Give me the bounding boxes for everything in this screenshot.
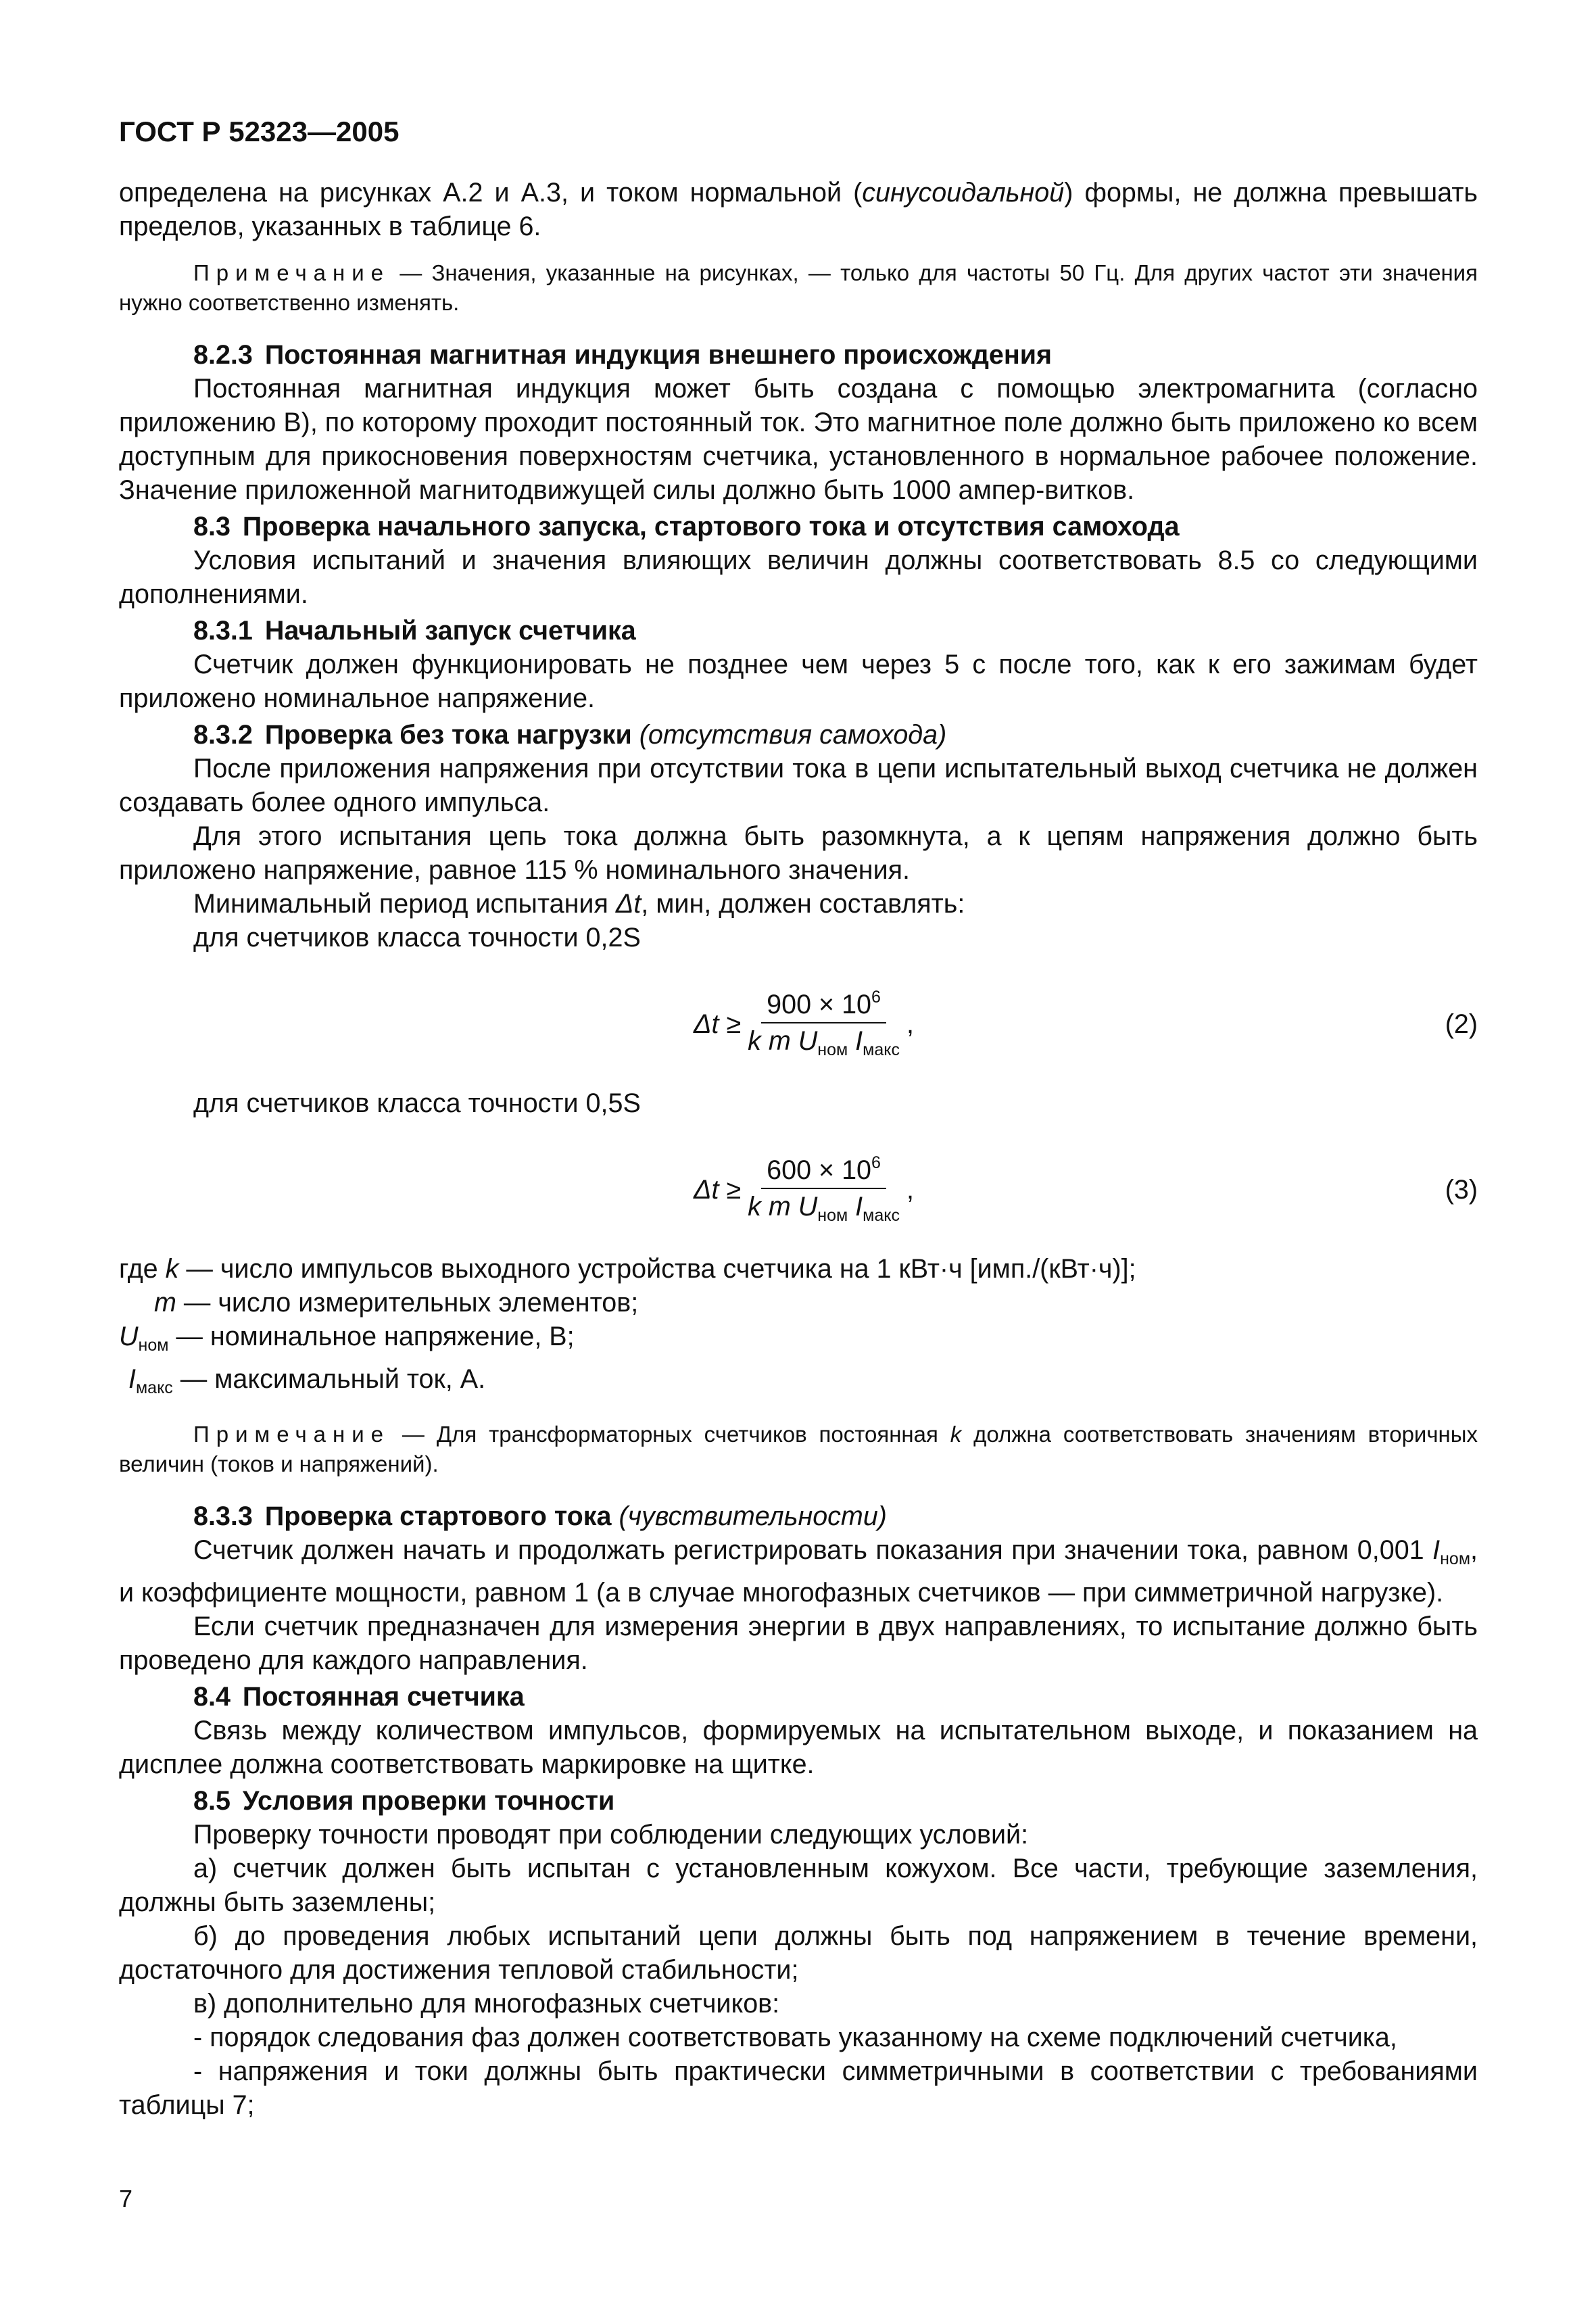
paragraph-8-3-2-b: Для этого испытания цепь тока должна быть разомкнута, а к цепям напряжения должно быть приложено напряжение, равное 115 % номинального значения. [119, 821, 1478, 885]
variable-delta-t: Δt [615, 889, 642, 919]
variable: k [165, 1254, 179, 1284]
variable: k [950, 1422, 962, 1447]
formula-2-body [694, 982, 914, 1066]
subscript: ном [138, 1336, 169, 1355]
section-heading-8-5 [119, 1784, 1478, 1818]
section-title-italic: (чувствительности) [619, 1501, 887, 1531]
numerator-text: 900 × 10 [767, 989, 872, 1019]
legend-item-k [119, 1252, 1478, 1286]
text-span: где [119, 1254, 166, 1284]
section-heading-8-3-2 [119, 718, 1478, 752]
fraction-denominator [748, 1189, 900, 1232]
note-text: — Для трансформаторных счетчиков постоянная [390, 1422, 950, 1447]
section-title: Условия проверки точности [242, 1786, 615, 1816]
paragraph-8-4: Связь между количеством импульсов, формируемых на испытательном выходе, и показанием на дисплее должна соответствовать маркировке на щитке. [119, 1716, 1478, 1779]
list-item-a: а) счетчик должен быть испытан с установленным кожухом. Все части, требующие заземления, должны быть заземлены; [119, 1854, 1478, 1917]
paragraph-8-2-3: Постоянная магнитная индукция может быть создана с помощью электромагнита (согласно приложению В), по которому проходит постоянный ток. Это магнитное поле должно быть приложено ко всем доступным для прикосновения поверхностям счетчика, установленного в нормальное рабочее положение. Значение приложенной магнитодвижущей силы должно быть 1000 ампер-витков. [119, 374, 1478, 505]
subscript: ном [1440, 1549, 1471, 1568]
note-2 [119, 1420, 1478, 1479]
text-span: , и коэффициенте мощности, равном 1 (а в случае многофазных счетчиков — при симметричной нагрузке). [119, 1535, 1478, 1608]
paragraph-8-3-2-c [119, 887, 1478, 921]
paragraph-8-3-1: Счетчик должен функционировать не позднее чем через 5 с после того, как к его зажимам будет приложено номинальное напряжение. [119, 650, 1478, 713]
text-span: — число импульсов выходного устройства счетчика на 1 кВт·ч [имп./(кВт·ч)]; [178, 1254, 1136, 1284]
subscript: макс [863, 1205, 900, 1225]
fraction-numerator [761, 982, 886, 1023]
section-number: 8.3.2 [193, 720, 253, 750]
exponent: 6 [871, 1153, 881, 1172]
variable: U [119, 1322, 139, 1351]
denominator-text: I [848, 1191, 863, 1222]
fraction [748, 982, 900, 1066]
paragraph-class-0-5s: для счетчиков класса точности 0,5S [193, 1088, 641, 1118]
section-heading-8-4 [119, 1680, 1478, 1714]
paragraph-8-5: Проверку точности проводят при соблюдении следующих условий: [193, 1820, 1029, 1850]
section-title: Проверка начального запуска, стартового тока и отсутствия самохода [242, 512, 1180, 541]
text-span: — максимальный ток, А. [172, 1364, 486, 1394]
denominator-text: k m U [748, 1191, 818, 1222]
formula-lhs: Δt ≥ [694, 1009, 742, 1039]
italic-span: синусоидальной [862, 178, 1065, 208]
legend-item-m [119, 1286, 1478, 1320]
subscript: ном [817, 1040, 848, 1059]
paragraph-8-3-3-a [119, 1533, 1478, 1610]
fraction-numerator [761, 1148, 886, 1189]
formula-lhs: Δt ≥ [694, 1174, 742, 1205]
paragraph-intro [119, 176, 1478, 243]
text-span: Минимальный период испытания [193, 889, 616, 919]
note-label: Примечание [193, 260, 391, 285]
section-title: Начальный запуск счетчика [264, 616, 636, 646]
note-label: Примечание [193, 1422, 391, 1447]
section-number: 8.2.3 [193, 340, 253, 370]
paragraph-8-3-2-a: После приложения напряжения при отсутствии тока в цепи испытательный выход счетчика не должен создавать более одного импульса. [119, 754, 1478, 817]
note-text: — Значения, указанные на рисунках, — только для частоты 50 Гц. Для других частот эти значения нужно соответственно изменять. [119, 260, 1478, 315]
page-number: 7 [119, 2185, 133, 2213]
list-subitem-1: - порядок следования фаз должен соответствовать указанному на схеме подключений счетчика, [193, 2023, 1397, 2052]
formula-legend [119, 1252, 1478, 1405]
fraction [748, 1148, 900, 1232]
section-title: Проверка без тока нагрузки [264, 720, 632, 750]
section-heading-8-3-1 [119, 614, 1478, 648]
subscript: ном [817, 1205, 848, 1225]
variable: I [1432, 1535, 1441, 1565]
paragraph-8-3: Условия испытаний и значения влияющих величин должны соответствовать 8.5 со следующими дополнениями. [119, 546, 1478, 609]
text-span: , мин, должен составлять: [641, 889, 965, 919]
formula-2 [119, 982, 1478, 1066]
fraction-denominator [748, 1023, 900, 1066]
subscript: макс [863, 1040, 900, 1059]
section-number: 8.5 [193, 1786, 231, 1816]
text-span: Счетчик должен начать и продолжать регистрировать показания при значении тока, равном 0,001 [193, 1535, 1433, 1565]
list-item-c: в) дополнительно для многофазных счетчиков: [193, 1989, 780, 2019]
denominator-text: k m U [748, 1026, 818, 1056]
equation-number: (2) [1445, 1009, 1478, 1039]
section-title: Проверка стартового тока [264, 1501, 612, 1531]
formula-3-body [694, 1147, 914, 1232]
legend-item-i [119, 1362, 1478, 1405]
text-span: ) формы, не должна превышать пределов, указанных в таблице 6. [119, 178, 1478, 241]
exponent: 6 [871, 987, 881, 1007]
subscript: макс [135, 1378, 173, 1397]
paragraph-class-0-2s: для счетчиков класса точности 0,2S [193, 923, 641, 952]
denominator-text: I [848, 1026, 863, 1056]
section-heading-8-2-3 [119, 338, 1478, 372]
paragraph-8-3-3-b: Если счетчик предназначен для измерения энергии в двух направлениях, то испытание должно быть проведено для каждого направления. [119, 1612, 1478, 1675]
section-title-italic: (отсутствия самохода) [639, 720, 947, 750]
variable: I [128, 1364, 136, 1394]
variable: m [154, 1288, 176, 1318]
section-number: 8.3 [193, 512, 231, 541]
text-span: — число измерительных элементов; [176, 1288, 639, 1318]
note-text: должна соответствовать значениям вторичных величин (токов и напряжений). [119, 1422, 1478, 1476]
section-number: 8.3.1 [193, 616, 253, 646]
numerator-text: 600 × 10 [767, 1155, 872, 1185]
document-header: ГОСТ Р 52323—2005 [119, 116, 400, 147]
section-title: Постоянная счетчика [242, 1682, 525, 1712]
section-heading-8-3-3 [119, 1499, 1478, 1533]
legend-item-u [119, 1320, 1478, 1362]
section-heading-8-3 [119, 510, 1478, 544]
section-number: 8.3.3 [193, 1501, 253, 1531]
page-content [119, 115, 1478, 2122]
formula-tail: , [906, 1174, 914, 1205]
equation-number: (3) [1445, 1174, 1478, 1205]
section-number: 8.4 [193, 1682, 231, 1712]
note-1 [119, 258, 1478, 318]
list-subitem-2: - напряжения и токи должны быть практически симметричными в соответствии с требованиями таблицы 7; [119, 2056, 1478, 2120]
text-span: определена на рисунках А.2 и А.3, и током нормальной ( [119, 178, 863, 208]
formula-3 [119, 1147, 1478, 1232]
formula-tail: , [906, 1009, 914, 1039]
text-span: — номинальное напряжение, В; [168, 1322, 575, 1351]
section-title: Постоянная магнитная индукция внешнего происхождения [264, 340, 1053, 370]
list-item-b: б) до проведения любых испытаний цепи должны быть под напряжением в течение времени, достаточного для достижения тепловой стабильности; [119, 1921, 1478, 1985]
